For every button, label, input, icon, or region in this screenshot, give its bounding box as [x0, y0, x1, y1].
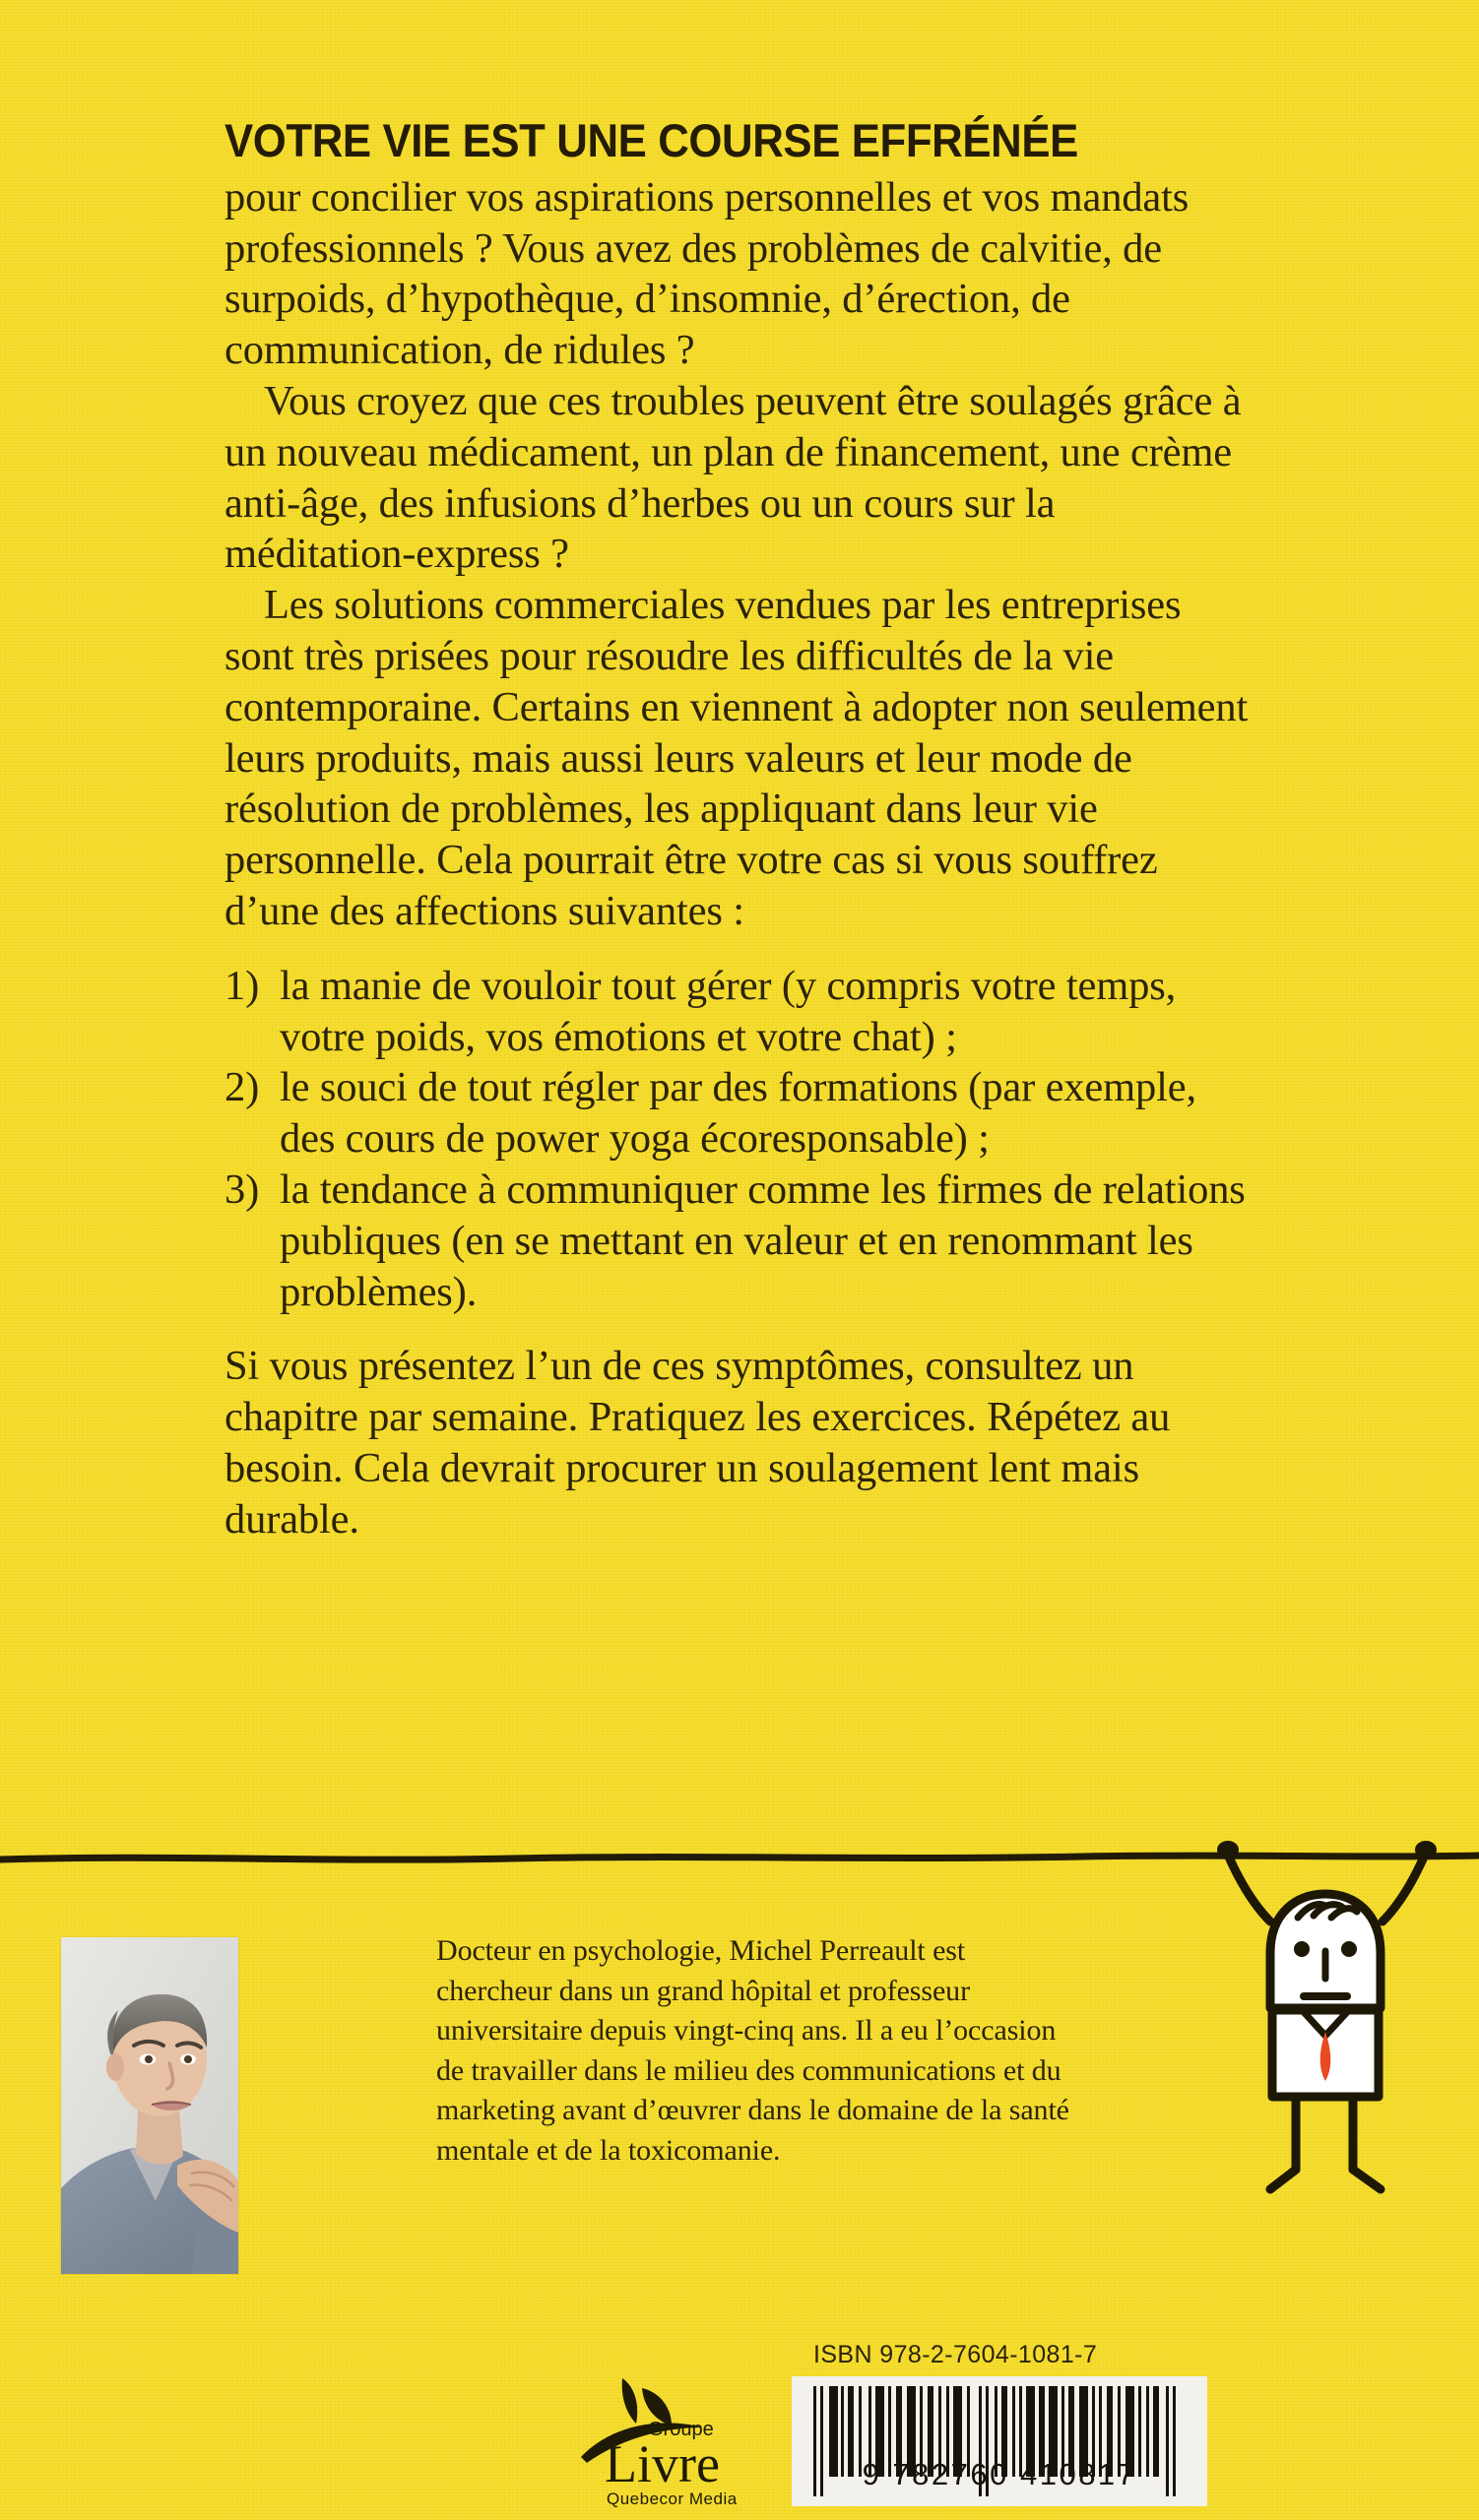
- blurb-block: [225, 116, 1249, 1545]
- list-item-text: la tendance à communiquer comme les firmes de relations publiques (en se mettant en valeur et en renommant les problèmes).: [280, 1166, 1246, 1315]
- author-bio: [436, 1931, 1086, 2171]
- symptom-list: [225, 961, 1249, 1318]
- list-item: [225, 1165, 1249, 1317]
- barcode-digits: 9 782760 410817: [862, 2457, 1137, 2491]
- isbn-label: ISBN 978-2-7604-1081-7: [813, 2341, 1098, 2368]
- list-item-marker: 2): [225, 1064, 260, 1111]
- publisher-name-main: Livre: [605, 2434, 720, 2493]
- blurb-paragraph-1: pour concilier vos aspirations personnelles et vos mandats professionnels ? Vous avez des problèmes de calvitie, de surpoids, d’hypothèque, d’insomnie, d’érection, de communication, de ridules ?: [225, 173, 1190, 374]
- blurb-paragraph-3: Les solutions commerciales vendues par les entreprises sont très prisées pour résoudre les difficultés de la vie contemporaine. Certains en viennent à adopter non seulement leurs produits, mais aussi leurs valeurs et leur mode de résolution de problèmes, les appliquant dans leur vie personnelle. Cela pourrait être votre cas si vous souffrez d’une des affections suivantes :: [225, 582, 1249, 934]
- left-hand-grip: [1217, 1841, 1239, 1858]
- publisher-logo: [565, 2370, 752, 2513]
- blurb-closing-paragraph: Si vous présentez l’un de ces symptômes, consultez un chapitre par semaine. Pratiquez les exercices. Répétez au besoin. Cela devrait procurer un soulagement lent mais durable.: [225, 1343, 1171, 1543]
- list-item: [225, 961, 1249, 1063]
- list-item-text: le souci de tout régler par des formations (par exemple, des cours de power yoga écoresponsable) ;: [280, 1064, 1196, 1163]
- blurb-paragraph-2: Vous croyez que ces troubles peuvent être soulagés grâce à un nouveau médicament, un plan de financement, une crème anti-âge, des infusions d’herbes ou un cours sur la méditation-express ?: [225, 378, 1242, 578]
- publisher-name-sub: Quebecor Media: [607, 2489, 738, 2508]
- spacer: [225, 937, 1249, 961]
- list-item-text: la manie de vouloir tout gérer (y compris votre temps, votre poids, vos émotions et votre chat) ;: [280, 962, 1177, 1060]
- author-bio-text: Docteur en psychologie, Michel Perreault est chercheur dans un grand hôpital et professeur universitaire depuis vingt-cinq ans. Il a eu l’occasion de travailler dans le milieu des communications et du marketing avant d’œuvrer dans le domaine de la santé mentale et de la toxicomanie.: [436, 1934, 1069, 2167]
- stickman-left-eye: [1294, 1941, 1310, 1957]
- author-photo: [61, 1937, 238, 2274]
- right-hand-grip: [1415, 1841, 1437, 1858]
- list-item: [225, 1062, 1249, 1165]
- stickman-right-eye: [1341, 1941, 1357, 1957]
- list-item-marker: 3): [225, 1166, 260, 1213]
- publisher-name-top: Groupe: [648, 2419, 714, 2440]
- list-item-marker: 1): [225, 962, 260, 1009]
- spacer: [225, 1317, 1249, 1341]
- hanging-stickman-illustration: [1193, 1823, 1459, 2217]
- headline: VOTRE VIE EST UNE COURSE EFFRÉNÉE: [225, 114, 1078, 166]
